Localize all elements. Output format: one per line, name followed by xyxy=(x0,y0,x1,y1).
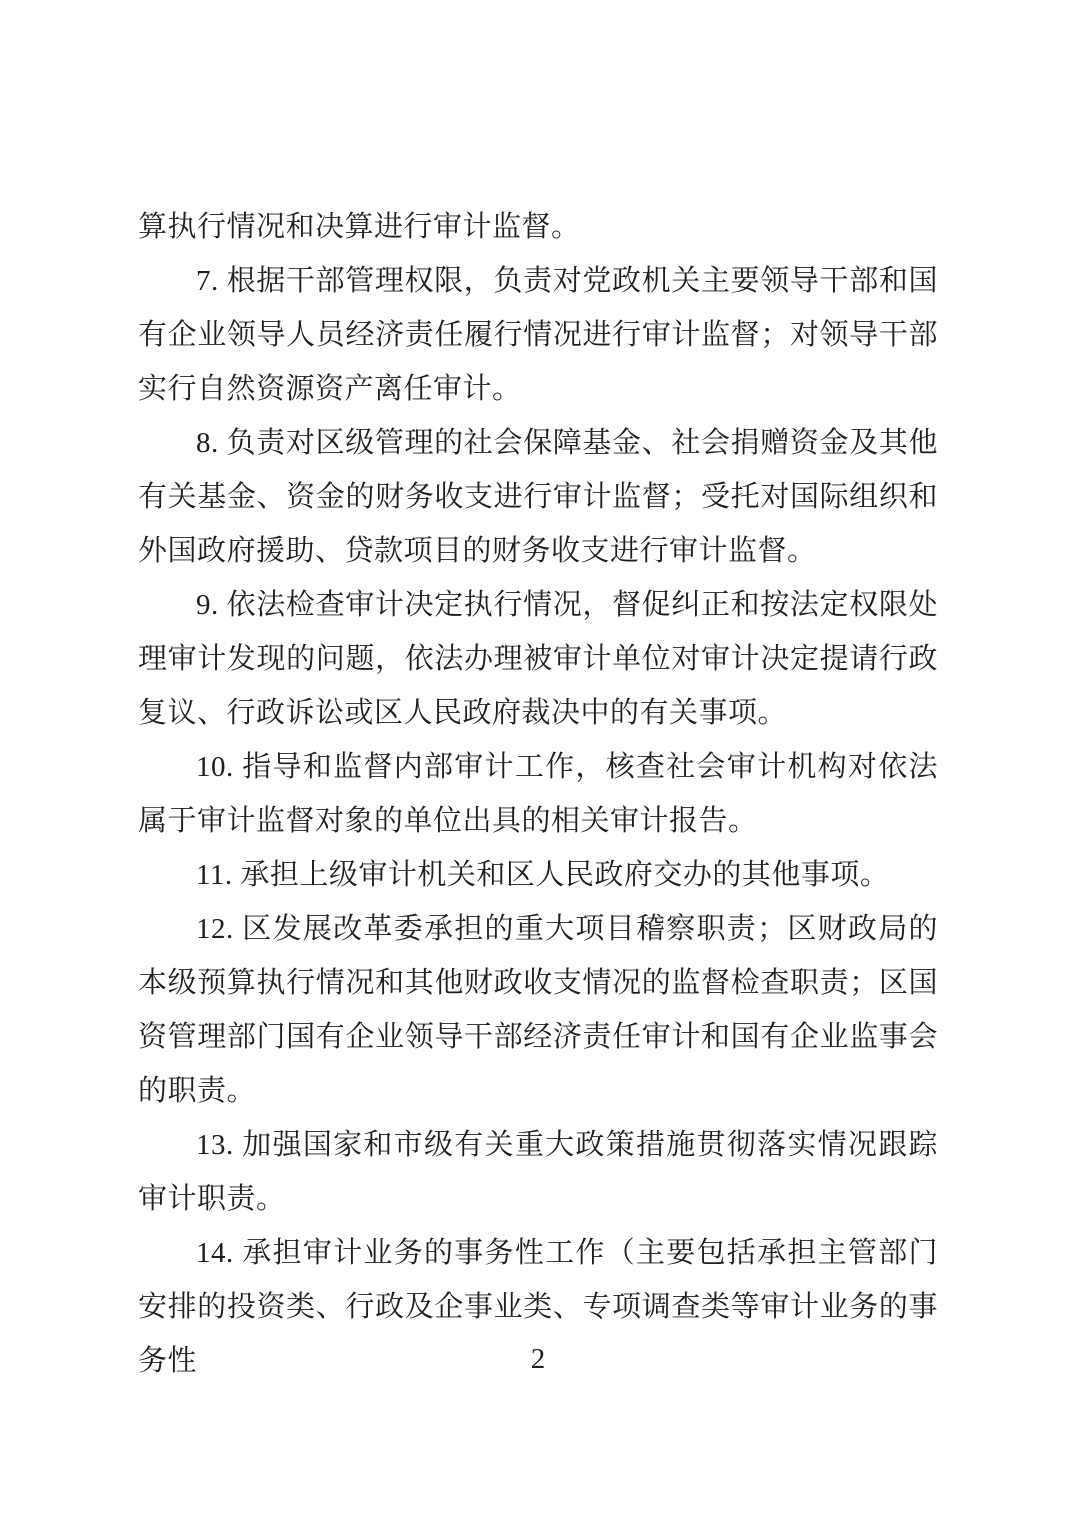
paragraph-9: 9. 依法检查审计决定执行情况，督促纠正和按法定权限处理审计发现的问题，依法办理被审计单位对审计决定提请行政复议、行政诉讼或区人民政府裁决中的有关事项。 xyxy=(138,589,938,729)
paragraph-7: 7. 根据干部管理权限，负责对党政机关主要领导干部和国有企业领导人员经济责任履行情况进行审计监督；对领导干部实行自然资源资产离任审计。 xyxy=(138,265,938,405)
paragraph-12: 12. 区发展改革委承担的重大项目稽察职责；区财政局的本级预算执行情况和其他财政收支情况的监督检查职责；区国资管理部门国有企业领导干部经济责任审计和国有企业监事会的职责。 xyxy=(138,913,938,1107)
continuation-line: 算执行情况和决算进行审计监督。 xyxy=(138,211,581,243)
paragraph-14: 14. 承担审计业务的事务性工作（主要包括承担主管部门安排的投资类、行政及企事业类、专项调查类等审计业务的事务性 xyxy=(138,1237,938,1377)
document-body xyxy=(138,200,938,1388)
paragraph-11: 11. 承担上级审计机关和区人民政府交办的其他事项。 xyxy=(196,859,890,891)
page-number: 2 xyxy=(530,1343,546,1375)
paragraph-13: 13. 加强国家和市级有关重大政策措施贯彻落实情况跟踪审计职责。 xyxy=(138,1129,938,1215)
paragraph-8: 8. 负责对区级管理的社会保障基金、社会捐赠资金及其他有关基金、资金的财务收支进行审计监督；受托对国际组织和外国政府援助、贷款项目的财务收支进行审计监督。 xyxy=(138,427,938,567)
paragraph-10: 10. 指导和监督内部审计工作，核查社会审计机构对依法属于审计监督对象的单位出具的相关审计报告。 xyxy=(138,751,938,837)
